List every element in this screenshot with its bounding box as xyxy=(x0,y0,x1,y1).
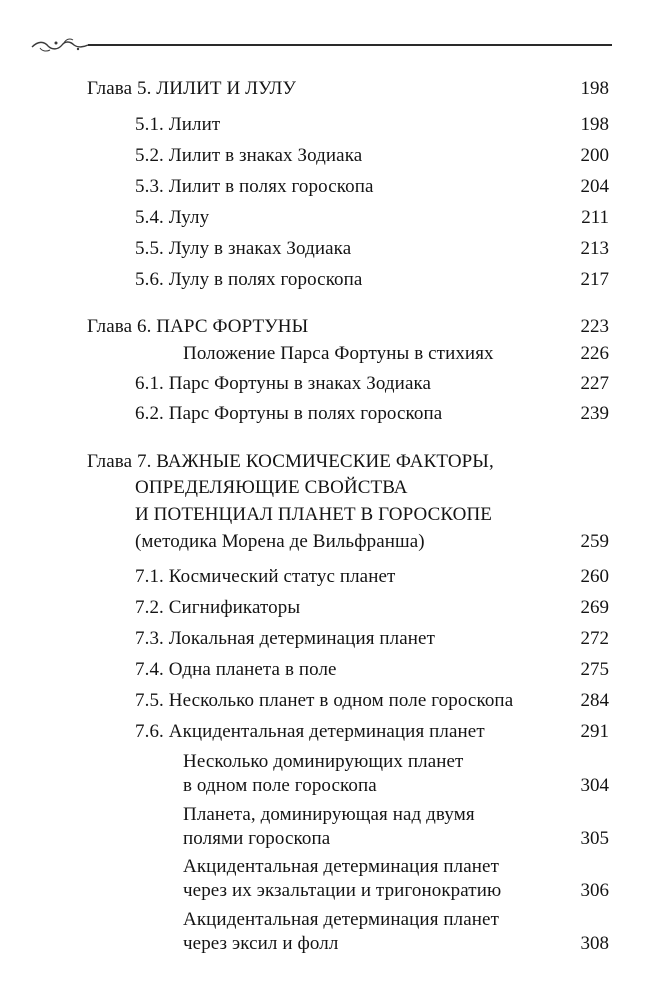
section-title: 7.3. Локальная детерминация планет xyxy=(135,628,435,649)
chapter-7-title-line: Глава 7. ВАЖНЫЕ КОСМИЧЕСКИЕ ФАКТОРЫ, xyxy=(87,451,494,472)
section-title: 7.6. Акцидентальная детерминация планет xyxy=(135,721,485,742)
section-title: 5.4. Лулу xyxy=(135,207,210,228)
subsection-title-line: Несколько доминирующих планет xyxy=(183,751,464,772)
section-page: 275 xyxy=(580,659,609,680)
section-title: 5.3. Лилит в полях гороскопа xyxy=(135,176,374,197)
chapter-7-page: 259 xyxy=(580,531,609,552)
subsection-page: 305 xyxy=(580,828,609,849)
section-page: 200 xyxy=(580,145,609,166)
chapter-5-title: Глава 5. ЛИЛИТ И ЛУЛУ xyxy=(87,78,297,99)
subsection-title-line: в одном поле гороскопа xyxy=(183,775,377,796)
subsection-page: 308 xyxy=(580,933,609,954)
section-title: 5.1. Лилит xyxy=(135,114,221,135)
section-page: 239 xyxy=(580,403,609,424)
chapter-5-page: 198 xyxy=(580,78,609,99)
section-page: 204 xyxy=(580,176,609,197)
section-page: 260 xyxy=(580,566,609,587)
section-page: 211 xyxy=(581,207,609,228)
subsection-title-line: Планета, доминирующая над двумя xyxy=(183,804,475,825)
section-title: 7.2. Сигнификаторы xyxy=(135,597,301,618)
header-rule xyxy=(88,44,612,46)
flourish-ornament-icon xyxy=(30,35,90,55)
chapter-6-title: Глава 6. ПАРС ФОРТУНЫ xyxy=(87,316,309,337)
subsection-page: 304 xyxy=(580,775,609,796)
section-title: 5.2. Лилит в знаках Зодиака xyxy=(135,145,363,166)
section-page: 291 xyxy=(580,721,609,742)
subsection-title-line: через их экзальтации и тригонократию xyxy=(183,880,502,901)
section-page: 284 xyxy=(580,690,609,711)
chapter-7-title-line: И ПОТЕНЦИАЛ ПЛАНЕТ В ГОРОСКОПЕ xyxy=(135,504,492,525)
section-title: 5.6. Лулу в полях гороскопа xyxy=(135,269,363,290)
chapter-7-title-line: (методика Морена де Вильфранша) xyxy=(135,531,425,552)
section-title: 7.5. Несколько планет в одном поле гороскопа xyxy=(135,690,514,711)
subsection-title-line: через эксил и фолл xyxy=(183,933,339,954)
section-page: 213 xyxy=(580,238,609,259)
section-title: 7.1. Космический статус планет xyxy=(135,566,396,587)
section-title: 5.5. Лулу в знаках Зодиака xyxy=(135,238,352,259)
section-title: 7.4. Одна планета в поле xyxy=(135,659,337,680)
subsection-title-line: Акцидентальная детерминация планет xyxy=(183,909,499,930)
section-title: Положение Парса Фортуны в стихиях xyxy=(183,343,494,364)
subsection-title-line: полями гороскопа xyxy=(183,828,331,849)
section-title: 6.2. Парс Фортуны в полях гороскопа xyxy=(135,403,443,424)
subsection-page: 306 xyxy=(580,880,609,901)
section-page: 227 xyxy=(580,373,609,394)
chapter-6-page: 223 xyxy=(580,316,609,337)
section-page: 198 xyxy=(580,114,609,135)
section-page: 226 xyxy=(580,343,609,364)
chapter-7-title-line: ОПРЕДЕЛЯЮЩИЕ СВОЙСТВА xyxy=(135,477,408,498)
section-page: 269 xyxy=(580,597,609,618)
section-title: 6.1. Парс Фортуны в знаках Зодиака xyxy=(135,373,432,394)
section-page: 217 xyxy=(580,269,609,290)
subsection-title-line: Акцидентальная детерминация планет xyxy=(183,856,499,877)
section-page: 272 xyxy=(580,628,609,649)
